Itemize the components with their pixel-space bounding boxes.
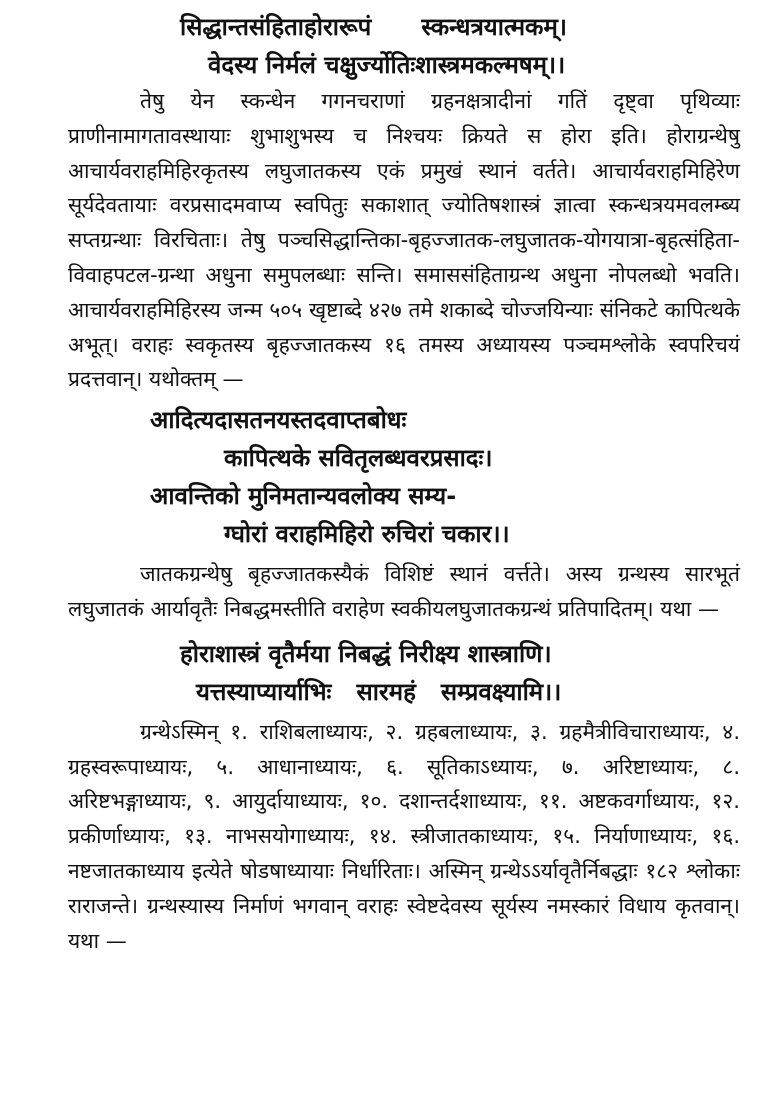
quoted-verse-line-2: कापित्थके सवितृलब्धवरप्रसादः।: [224, 444, 493, 473]
paragraph-laghujataka: जातकग्रन्थेषु बृहज्जातकस्यैकं विशिष्टं स्थानं वर्त्तते। अस्य ग्रन्थस्य सारभूतं लघुजातकं आर्यावृतैः निबद्धमस्तीति वराहेण स्वकीयलघुजातकग्रन्थं प्रतिपादितम्। यथा —: [68, 562, 740, 621]
opening-verse-line-1: सिद्धान्तसंहिताहोरारूपं स्कन्धत्रयात्मकम्।: [180, 13, 567, 41]
paragraph-introduction: तेषु येन स्कन्धेन गगनचराणां ग्रहनक्षत्रादीनां गतिं दृष्ट्वा पृथिव्याः प्राणीनामागतावस्थायाः शुभाशुभस्य च निश्चयः क्रियते स होरा इति। होराग्रन्थेषु आचार्यवराहमिहिरकृतस्य लघुजातकस्य एकं प्रमुखं स्थानं वर्तते। आचार्यवराहमिहिरेण सूर्यदेवतायाः वरप्रसादमवाप्य स्वपितुः सकाशात् ज्योतिषशास्त्रं ज्ञात्वा स्कन्धत्रयमवलम्ब्य सप्तग्रन्थाः विरचिताः। तेषु पञ्चसिद्धान्तिका-बृहज्जातक-लघुजातक-योगयात्रा-बृहत्संहिता-विवाहपटल-ग्रन्था अधुना समुपलब्धाः सन्ति। समाससंहिताग्रन्थ अधुना नोपलब्धो भवति। आचार्यवराहमिहिरस्य जन्म ५०५ खृष्टाब्दे ४२७ तमे शकाब्दे चोज्जयिन्याः संनिकटे कापित्थके अभूत्। वराहः स्वकृतस्य बृहज्जातकस्य १६ तमस्य अध्यायस्य पञ्चमश्लोके स्वपरिचयं प्रदत्तवान्। यथोक्तम् —: [68, 89, 740, 392]
opening-verse-line-2: वेदस्य निर्मलं चक्षुर्ज्योतिःशास्त्रमकल्मषम्।।: [208, 51, 566, 79]
quoted-verse-line-3: आवन्तिको मुनिमतान्यवलोक्य सम्य-: [150, 482, 457, 511]
quoted-verse-line-1: आदित्यदासतनयस्तदवाप्तबोधः: [150, 406, 407, 435]
opening-verse: [68, 8, 740, 84]
horashastra-verse-line-2: यत्तस्याप्यार्याभिः सारमहं सम्प्रवक्ष्यामि।।: [196, 677, 562, 706]
quoted-verse-horashastra: [68, 635, 740, 711]
quoted-verse-brihajjataka: [68, 401, 740, 553]
horashastra-verse-line-1: होराशास्त्रं वृतैर्मया निबद्धं निरीक्ष्य शास्त्राणि।: [180, 639, 552, 668]
quoted-verse-line-4: ग्घोरां वराहमिहिरो रुचिरां चकार।।: [224, 520, 510, 549]
paragraph-chapter-list: ग्रन्थेऽस्मिन् १. राशिबलाध्यायः, २. ग्रहबलाध्यायः, ३. ग्रहमैत्रीविचाराध्यायः, ४. ग्रहस्वरूपाध्यायः, ५. आधानाध्यायः, ६. सूतिकाऽध्यायः, ७. अरिष्टाध्यायः, ८. अरिष्टभङ्गाध्यायः, ९. आयुर्दायाध्यायः, १०. दशान्तर्दशाध्यायः, ११. अष्टकवर्गाध्यायः, १२. प्रकीर्णाध्यायः, १३. नाभसयोगाध्यायः, १४. स्त्रीजातकाध्यायः, १५. निर्याणाध्यायः, १६. नष्टजातकाध्याय इत्येते षोडषाध्यायाः निर्धारिताः। अस्मिन् ग्रन्थेऽऽर्यावृतैर्निबद्धाः १८२ श्लोकाः राराजन्ते। ग्रन्थस्यास्य निर्माणं भगवान् वराहः स्वेष्टदेवस्य सूर्यस्य नमस्कारं विधाय कृतवान्। यथा —: [68, 719, 740, 953]
